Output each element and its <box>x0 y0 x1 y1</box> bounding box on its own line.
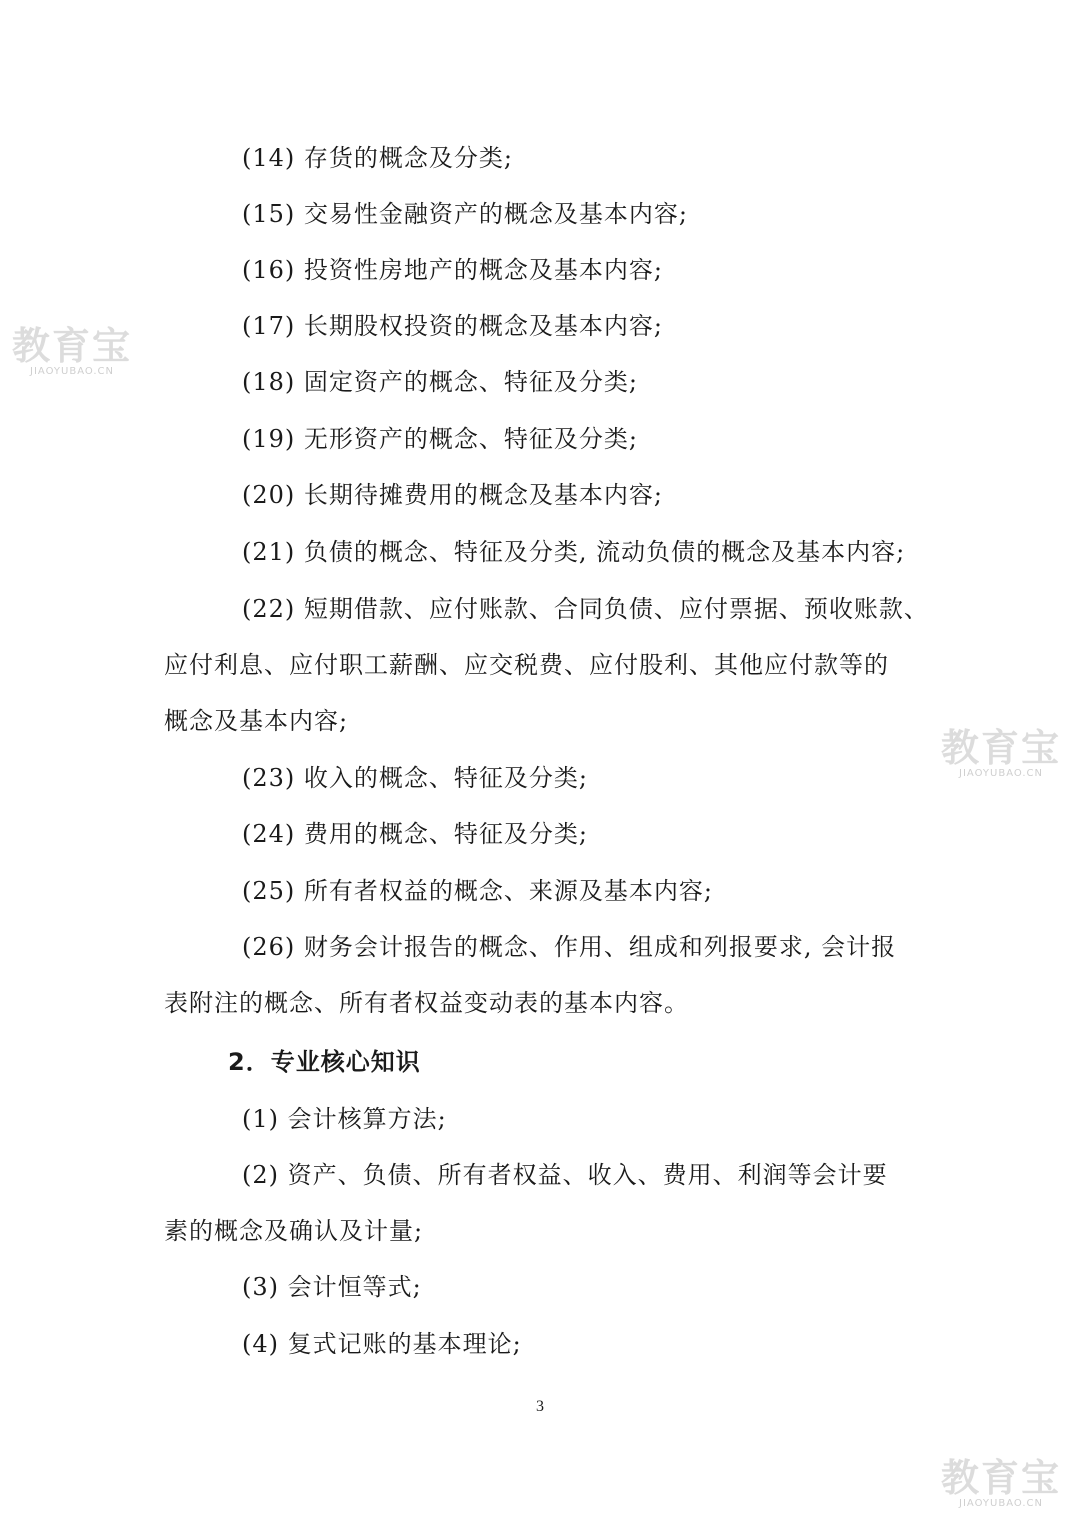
watermark-logo <box>940 1458 1062 1510</box>
text-line: (26) 财务会计报告的概念、作用、组成和列报要求, 会计报 <box>242 933 897 961</box>
text-line: (3) 会计恒等式; <box>242 1273 422 1301</box>
text-line: (25) 所有者权益的概念、来源及基本内容; <box>242 877 713 905</box>
watermark-brand: 教育宝 <box>940 1456 1061 1500</box>
watermark-brand: 教育宝 <box>940 726 1061 770</box>
text-line: (1) 会计核算方法; <box>242 1105 447 1133</box>
text-line: 应付利息、应付职工薪酬、应交税费、应付股利、其他应付款等的 <box>164 651 889 679</box>
text-line: 表附注的概念、所有者权益变动表的基本内容。 <box>164 989 689 1017</box>
watermark-domain: JIAOYUBAO.CN <box>959 1498 1043 1509</box>
page-number: 3 <box>536 1398 544 1415</box>
text-line: (16) 投资性房地产的概念及基本内容; <box>242 256 663 284</box>
text-line: (22) 短期借款、应付账款、合同负债、应付票据、预收账款、 <box>242 595 929 623</box>
text-line: (18) 固定资产的概念、特征及分类; <box>242 368 638 396</box>
watermark-brand: 教育宝 <box>12 324 133 368</box>
watermark-domain: JIAOYUBAO.CN <box>30 366 114 377</box>
watermark-logo <box>12 326 132 378</box>
text-line: (4) 复式记账的基本理论; <box>242 1330 522 1358</box>
text-line: (19) 无形资产的概念、特征及分类; <box>242 425 638 453</box>
text-line: (15) 交易性金融资产的概念及基本内容; <box>242 200 688 228</box>
text-line: 素的概念及确认及计量; <box>164 1217 424 1245</box>
watermark-domain: JIAOYUBAO.CN <box>959 768 1043 779</box>
text-line: (14) 存货的概念及分类; <box>242 144 513 172</box>
text-line: 概念及基本内容; <box>164 707 349 735</box>
text-line: (17) 长期股权投资的概念及基本内容; <box>242 312 663 340</box>
text-line: (2) 资产、负债、所有者权益、收入、费用、利润等会计要 <box>242 1161 888 1189</box>
watermark-logo <box>940 728 1062 780</box>
text-line: (23) 收入的概念、特征及分类; <box>242 764 588 792</box>
section-heading: 2．专业核心知识 <box>228 1048 421 1076</box>
text-line: (21) 负债的概念、特征及分类, 流动负债的概念及基本内容; <box>242 538 906 566</box>
text-line: (24) 费用的概念、特征及分类; <box>242 820 588 848</box>
text-line: (20) 长期待摊费用的概念及基本内容; <box>242 481 663 509</box>
